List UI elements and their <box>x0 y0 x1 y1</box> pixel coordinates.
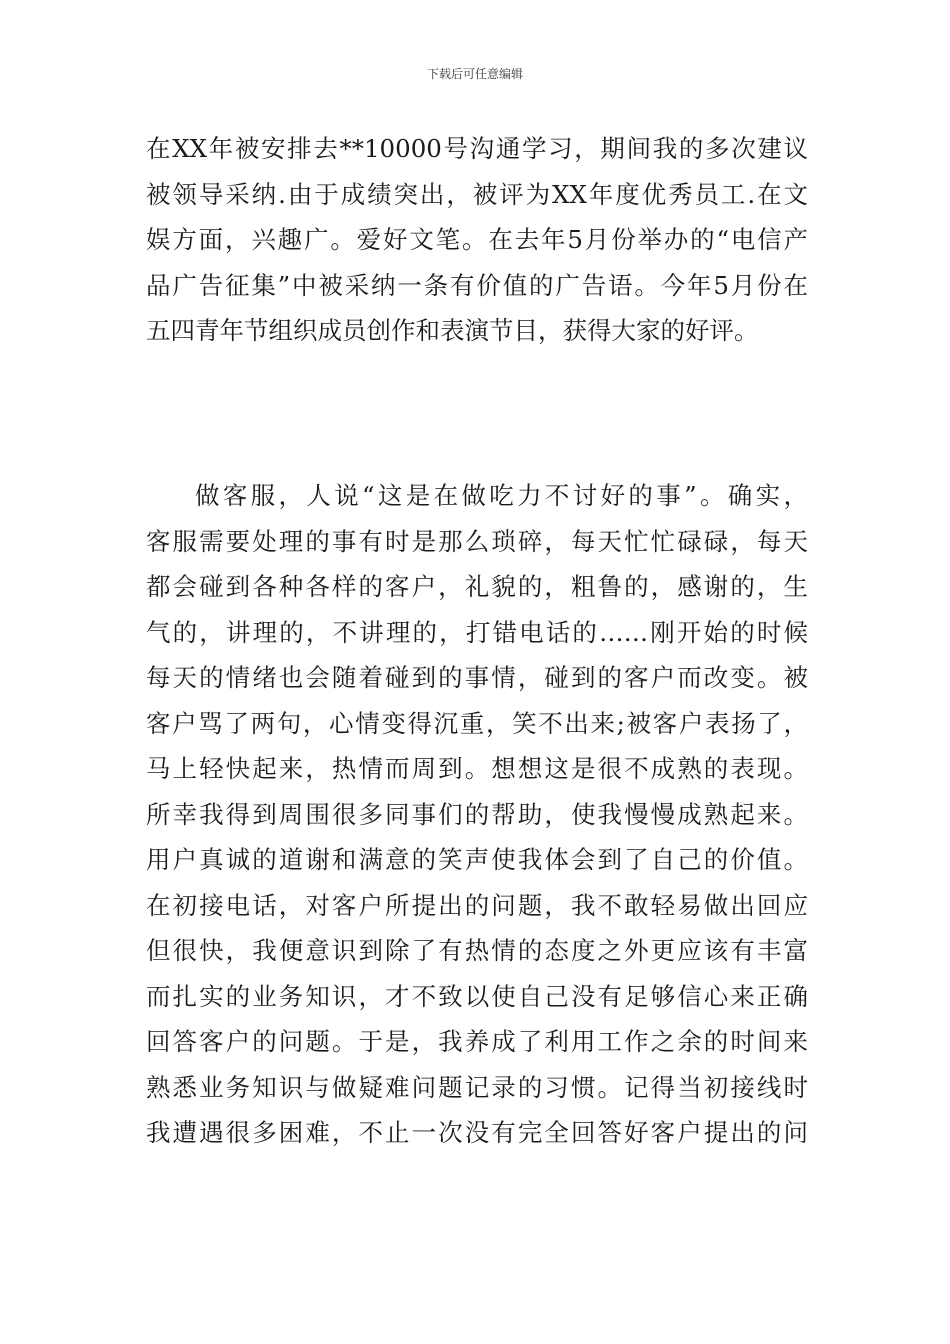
paragraph-2-line-11: 但很快，我便意识到除了有热情的态度之外更应该有丰富 <box>146 936 808 965</box>
paragraph-2 <box>146 473 808 1156</box>
paragraph-2-line-15: 我遭遇很多困难，不止一次没有完全回答好客户提出的问 <box>146 1118 808 1147</box>
paragraph-1-line-4: 品广告征集”中被采纳一条有价值的广告语。今年5月份在 <box>146 270 808 300</box>
paragraph-2-line-14: 熟悉业务知识与做疑难问题记录的习惯。记得当初接线时 <box>146 1072 808 1102</box>
page-header-note: 下载后可任意编辑 <box>426 67 523 81</box>
paragraph-2-line-5: 每天的情绪也会随着碰到的事情，碰到的客户而改变。被 <box>146 663 808 692</box>
paragraph-2-line-9: 用户真诚的道谢和满意的笑声使我体会到了自己的价值。 <box>146 845 808 874</box>
paragraph-2-line-3: 都会碰到各种各样的客户，礼貌的，粗鲁的，感谢的，生 <box>146 572 808 601</box>
paragraph-2-line-13: 回答客户的问题。于是，我养成了利用工作之余的时间来 <box>146 1027 808 1056</box>
paragraph-2-line-6: 客户骂了两句，心情变得沉重，笑不出来;被客户表扬了， <box>146 708 808 738</box>
paragraph-2-line-2: 客服需要处理的事有时是那么琐碎，每天忙忙碌碌，每天 <box>146 526 808 556</box>
paragraph-1-line-3: 娱方面，兴趣广。爱好文笔。在去年5月份举办的“电信产 <box>146 225 808 254</box>
paragraph-1 <box>146 126 808 354</box>
paragraph-2-line-8: 所幸我得到周围很多同事们的帮助，使我慢慢成熟起来。 <box>146 799 808 829</box>
paragraph-2-line-4: 气的，讲理的，不讲理的，打错电话的……刚开始的时候 <box>146 617 808 647</box>
paragraph-2-line-1: 做客服，人说“这是在做吃力不讨好的事”。确实， <box>195 481 808 510</box>
paragraph-1-line-1: 在XX年被安排去**10000号沟通学习，期间我的多次建议 <box>146 134 808 163</box>
paragraph-1-line-5: 五四青年节组织成员创作和表演节目，获得大家的好评。 <box>146 316 759 345</box>
paragraph-1-line-2: 被领导采纳.由于成绩突出，被评为XX年度优秀员工.在文 <box>146 179 808 209</box>
paragraph-2-line-12: 而扎实的业务知识，才不致以使自己没有足够信心来正确 <box>146 981 808 1011</box>
paragraph-2-line-7: 马上轻快起来，热情而周到。想想这是很不成熟的表现。 <box>146 754 808 783</box>
paragraph-2-line-10: 在初接电话，对客户所提出的问题，我不敢轻易做出回应 <box>146 890 808 920</box>
